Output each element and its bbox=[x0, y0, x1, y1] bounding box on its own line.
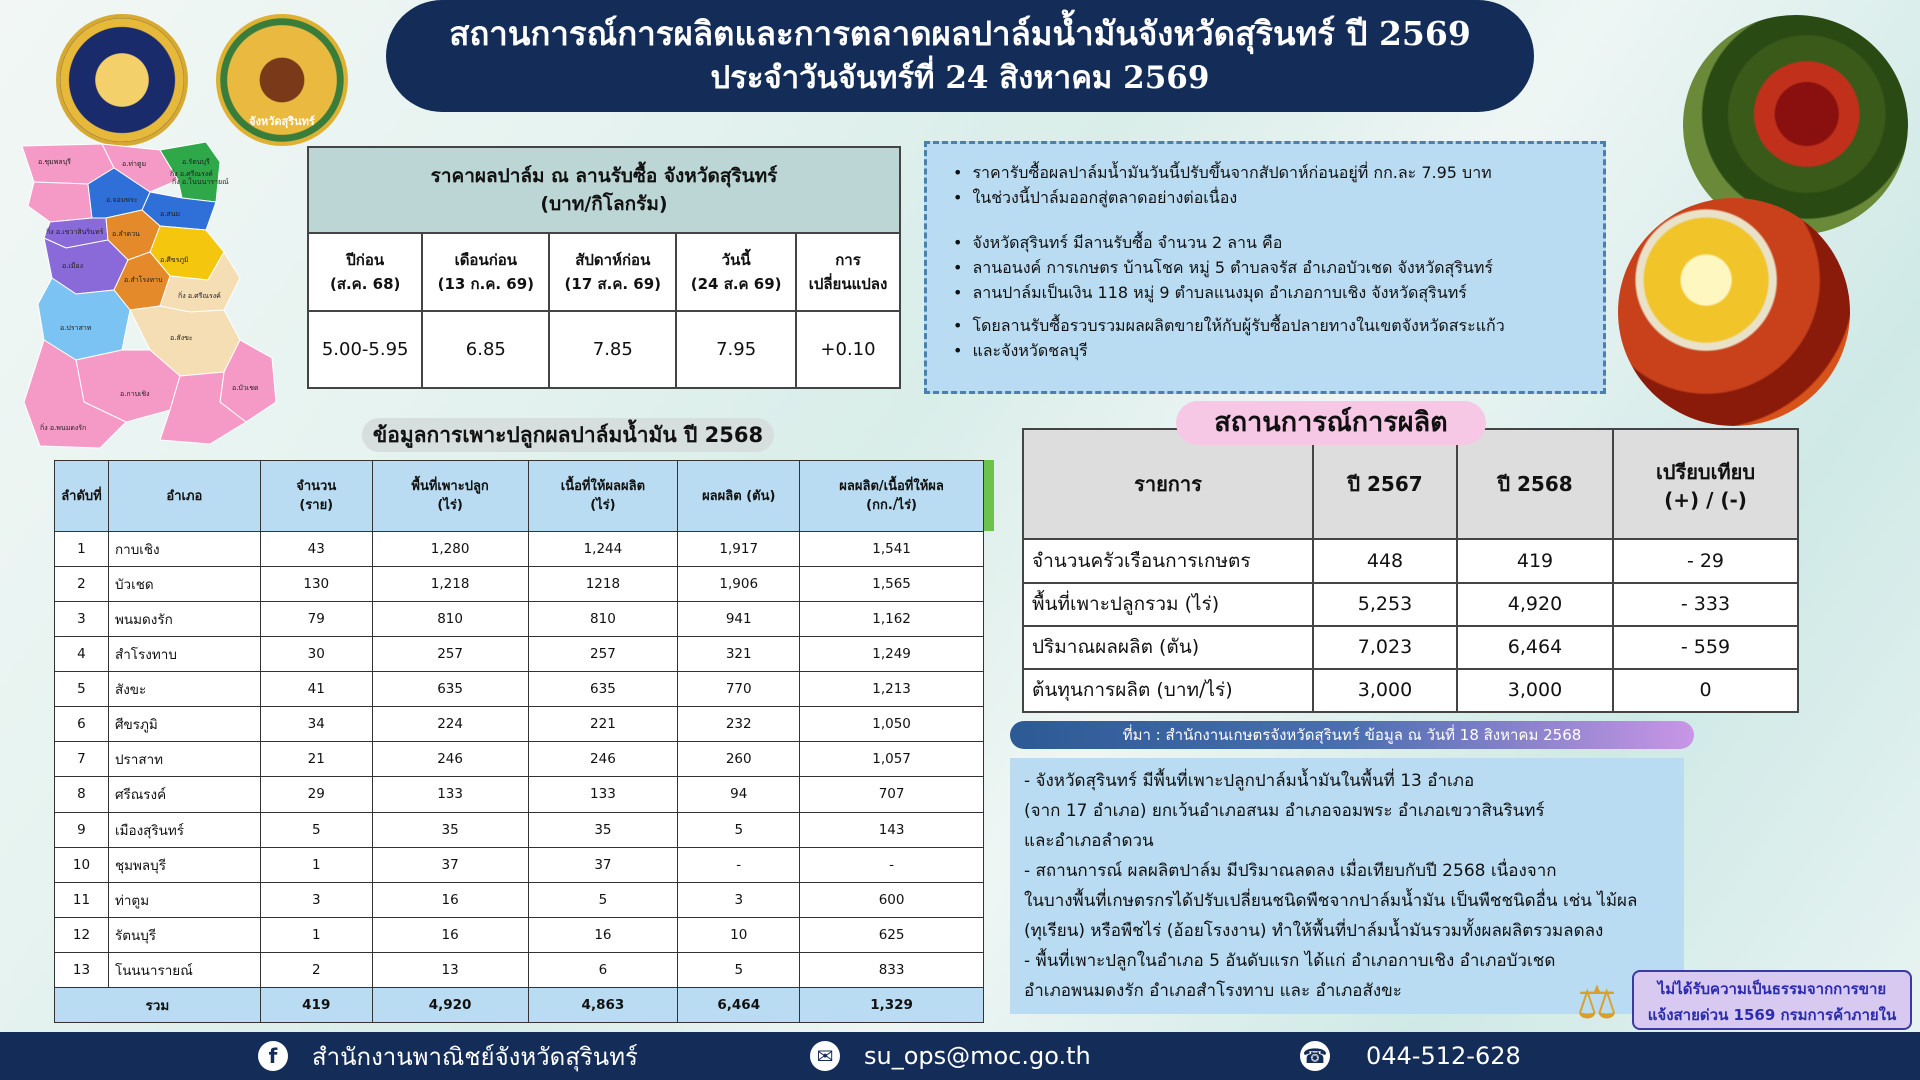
plant-header-6: ผลผลิต/เนื้อที่ให้ผล (กก./ไร่) bbox=[800, 461, 984, 532]
map-label: อ.ปราสาท bbox=[60, 324, 92, 332]
table-row: จำนวนครัวเรือนการเกษตร 448 419 - 29 bbox=[1023, 539, 1798, 582]
commerce-ministry-seal bbox=[56, 14, 188, 146]
map-label: กิ่ง อ.ศรีณรงค์ bbox=[178, 292, 221, 300]
surin-district-map bbox=[10, 140, 285, 455]
table-row: 6 ศีขรภูมิ 34 224 221 232 1,050 bbox=[55, 707, 984, 742]
info-line: • ลานอนงค์ การเกษตร บ้านโชค หมู่ 5 ตำบลจรัส อำเภอบัวเชด จังหวัดสุรินทร์ bbox=[953, 255, 1577, 280]
surin-province-seal bbox=[216, 14, 348, 146]
production-table bbox=[1022, 428, 1799, 713]
map-label: กิ่ง อ.เขวาสินรินทร์ bbox=[46, 228, 104, 236]
plant-header-2: จำนวน (ราย) bbox=[260, 461, 372, 532]
price-col-last-week: สัปดาห์ก่อน (17 ส.ค. 69) bbox=[549, 233, 676, 311]
info-line: • ในช่วงนี้ปาล์มออกสู่ตลาดอย่างต่อเนื่อง bbox=[953, 185, 1577, 210]
map-label: อ.บัวเชด bbox=[232, 384, 259, 392]
map-label: อ.รัตนบุรี bbox=[182, 158, 210, 166]
table-row: 8 ศรีณรงค์ 29 133 133 94 707 bbox=[55, 777, 984, 812]
price-col-last-month: เดือนก่อน (13 ก.ค. 69) bbox=[422, 233, 549, 311]
table-row: ปริมาณผลผลิต (ตัน) 7,023 6,464 - 559 bbox=[1023, 626, 1798, 669]
info-line: • โดยลานรับซื้อรวบรวมผลผลิตขายให้กับผู้รับซื้อปลายทางในเขตจังหวัดสระแก้ว bbox=[953, 313, 1577, 338]
map-label: อ.เมือง bbox=[62, 262, 84, 270]
map-label: กิ่ง อ.ศรีณรงค์ bbox=[170, 170, 213, 178]
footer-phone[interactable] bbox=[1300, 1032, 1521, 1080]
plant-header-1: อำเภอ bbox=[108, 461, 260, 532]
price-col-change: การ เปลี่ยนแปลง bbox=[796, 233, 900, 311]
justice-scale-icon: ⚖ bbox=[1576, 975, 1618, 1029]
footer-facebook[interactable] bbox=[258, 1032, 638, 1080]
footer bbox=[0, 1032, 1920, 1080]
price-col-today: วันนี้ (24 ส.ค 69) bbox=[676, 233, 796, 311]
map-label: อ.กาบเชิง bbox=[120, 390, 150, 398]
map-label: อ.ลำดวน bbox=[112, 230, 140, 238]
table-row: ต้นทุนการผลิต (บาท/ไร่) 3,000 3,000 0 bbox=[1023, 669, 1798, 712]
prod-header-2567: ปี 2567 bbox=[1313, 429, 1457, 539]
market-info-box bbox=[924, 141, 1606, 394]
page-date: ประจำวันจันทร์ที่ 24 สิงหาคม 2569 bbox=[710, 60, 1210, 96]
table-accent-bar bbox=[984, 460, 994, 531]
price-col-last-year: ปีก่อน (ส.ค. 68) bbox=[308, 233, 422, 311]
plant-header-5: ผลผลิต (ตัน) bbox=[678, 461, 800, 532]
note-line: อำเภอพนมดงรัก อำเภอสำโรงทาบ และ อำเภอสังขะ bbox=[1024, 981, 1402, 1001]
note-line: และอำเภอลำดวน bbox=[1024, 831, 1154, 851]
table-row: 9 เมืองสุรินทร์ 5 35 35 5 143 bbox=[55, 812, 984, 847]
table-row: 12 รัตนบุรี 1 16 16 10 625 bbox=[55, 917, 984, 952]
facebook-page-name: สำนักงานพาณิชย์จังหวัดสุรินทร์ bbox=[312, 1042, 638, 1071]
map-label: กิ่ง อ.พนมดงรัก bbox=[40, 424, 87, 432]
table-total-row: รวม 419 4,920 4,863 6,464 1,329 bbox=[55, 987, 984, 1022]
table-row: 4 สำโรงทาบ 30 257 257 321 1,249 bbox=[55, 637, 984, 672]
price-last-week: 7.85 bbox=[549, 311, 676, 388]
table-row: 5 สังขะ 41 635 635 770 1,213 bbox=[55, 672, 984, 707]
table-row: พื้นที่เพาะปลูกรวม (ไร่) 5,253 4,920 - 333 bbox=[1023, 583, 1798, 626]
email-address: su_ops@moc.go.th bbox=[864, 1042, 1091, 1070]
prod-header-item: รายการ bbox=[1023, 429, 1313, 539]
hotline-badge: ไม่ได้รับความเป็นธรรมจากการขาย แจ้งสายด่วน 1569 กรมการค้าภายใน bbox=[1632, 970, 1912, 1030]
table-row: 3 พนมดงรัก 79 810 810 941 1,162 bbox=[55, 602, 984, 637]
note-line: ในบางพื้นที่เกษตรกรได้ปรับเปลี่ยนชนิดพืชจากปาล์มน้ำมัน เป็นพืชชนิดอื่น เช่น ไม้ผล bbox=[1024, 891, 1638, 911]
phone-number: 044-512-628 bbox=[1366, 1042, 1521, 1070]
price-today: 7.95 bbox=[676, 311, 796, 388]
email-icon: ✉ bbox=[810, 1041, 840, 1071]
page-title: สถานการณ์การผลิตและการตลาดผลปาล์มน้ำมันจังหวัดสุรินทร์ ปี 2569 bbox=[449, 14, 1471, 53]
phone-icon: ☎ bbox=[1300, 1041, 1330, 1071]
table-row: 10 ชุมพลบุรี 1 37 37 - - bbox=[55, 847, 984, 882]
note-line: - สถานการณ์ ผลผลิตปาล์ม มีปริมาณลดลง เมื่อเทียบกับปี 2568 เนื่องจาก bbox=[1024, 861, 1557, 881]
map-label: อ.สำโรงทาบ bbox=[124, 276, 163, 284]
price-last-year: 5.00-5.95 bbox=[308, 311, 422, 388]
price-table bbox=[307, 146, 901, 389]
table-row: 7 ปราสาท 21 246 246 260 1,057 bbox=[55, 742, 984, 777]
note-line: - พื้นที่เพาะปลูกในอำเภอ 5 อันดับแรก ได้แก่ อำเภอกาบเชิง อำเภอบัวเชด bbox=[1024, 951, 1556, 971]
planting-table bbox=[54, 460, 984, 1023]
facebook-icon: f bbox=[258, 1041, 288, 1071]
planting-table-title: ข้อมูลการเพาะปลูกผลปาล์มน้ำมัน ปี 2568 bbox=[362, 418, 774, 452]
map-label: อ.ท่าตูม bbox=[122, 160, 147, 168]
data-source: ที่มา : สำนักงานเกษตรจังหวัดสุรินทร์ ข้อมูล ณ วันที่ 18 สิงหาคม 2568 bbox=[1010, 721, 1694, 749]
map-label: อ.สังขะ bbox=[170, 334, 193, 342]
prod-header-2568: ปี 2568 bbox=[1457, 429, 1613, 539]
footer-email[interactable] bbox=[810, 1032, 1091, 1080]
info-line: • ราคารับซื้อผลปาล์มน้ำมันวันนี้ปรับขึ้นจากสัปดาห์ก่อนอยู่ที่ กก.ละ 7.95 บาท bbox=[953, 160, 1577, 185]
map-region-nonnarai bbox=[28, 182, 92, 222]
plant-header-3: พื้นที่เพาะปลูก (ไร่) bbox=[372, 461, 528, 532]
note-line: (ทุเรียน) หรือพืชไร่ (อ้อยโรงงาน) ทำให้พื้นที่ปาล์มน้ำมันรวมทั้งผลผลิตรวมลดลง bbox=[1024, 921, 1604, 941]
table-row: 1 กาบเชิง 43 1,280 1,244 1,917 1,541 bbox=[55, 532, 984, 567]
surin-seal-text: จังหวัดสุรินทร์ bbox=[249, 115, 315, 128]
prod-header-compare: เปรียบเทียบ (+) / (-) bbox=[1613, 429, 1798, 539]
note-line: (จาก 17 อำเภอ) ยกเว้นอำเภอสนม อำเภอจอมพระ อำเภอเขวาสินรินทร์ bbox=[1024, 801, 1545, 821]
info-line: • ลานปาล์มเป็นเงิน 118 หมู่ 9 ตำบลแนงมุด อำเภอกาบเชิง จังหวัดสุรินทร์ bbox=[953, 280, 1577, 305]
map-label: อ.จอมพระ bbox=[106, 196, 138, 204]
info-line: • และจังหวัดชลบุรี bbox=[953, 338, 1577, 363]
map-label: อ.ชุมพลบุรี bbox=[38, 158, 71, 166]
table-row: 2 บัวเชด 130 1,218 1218 1,906 1,565 bbox=[55, 567, 984, 602]
palm-oil-photo bbox=[1618, 198, 1850, 426]
price-last-month: 6.85 bbox=[422, 311, 549, 388]
table-row: 11 ท่าตูม 3 16 5 3 600 bbox=[55, 882, 984, 917]
production-title: สถานการณ์การผลิต bbox=[1176, 401, 1486, 445]
page-title-banner bbox=[386, 0, 1534, 112]
note-line: - จังหวัดสุรินทร์ มีพื้นที่เพาะปลูกปาล์มน้ำมันในพื้นที่ 13 อำเภอ bbox=[1024, 771, 1475, 791]
price-change: +0.10 bbox=[796, 311, 900, 388]
map-label: กิ่ง อ.โนนนารายณ์ bbox=[172, 178, 229, 186]
info-line: • จังหวัดสุรินทร์ มีลานรับซื้อ จำนวน 2 ลาน คือ bbox=[953, 230, 1577, 255]
price-table-title: ราคาผลปาล์ม ณ ลานรับซื้อ จังหวัดสุรินทร์ (บาท/กิโลกรัม) bbox=[308, 147, 900, 233]
map-label: อ.ศีขรภูมิ bbox=[160, 256, 189, 264]
plant-header-0: ลำดับที่ bbox=[55, 461, 109, 532]
table-row: 13 โนนนารายณ์ 2 13 6 5 833 bbox=[55, 952, 984, 987]
plant-header-4: เนื้อที่ให้ผลผลิต (ไร่) bbox=[528, 461, 678, 532]
map-label: อ.สนม bbox=[160, 210, 181, 218]
